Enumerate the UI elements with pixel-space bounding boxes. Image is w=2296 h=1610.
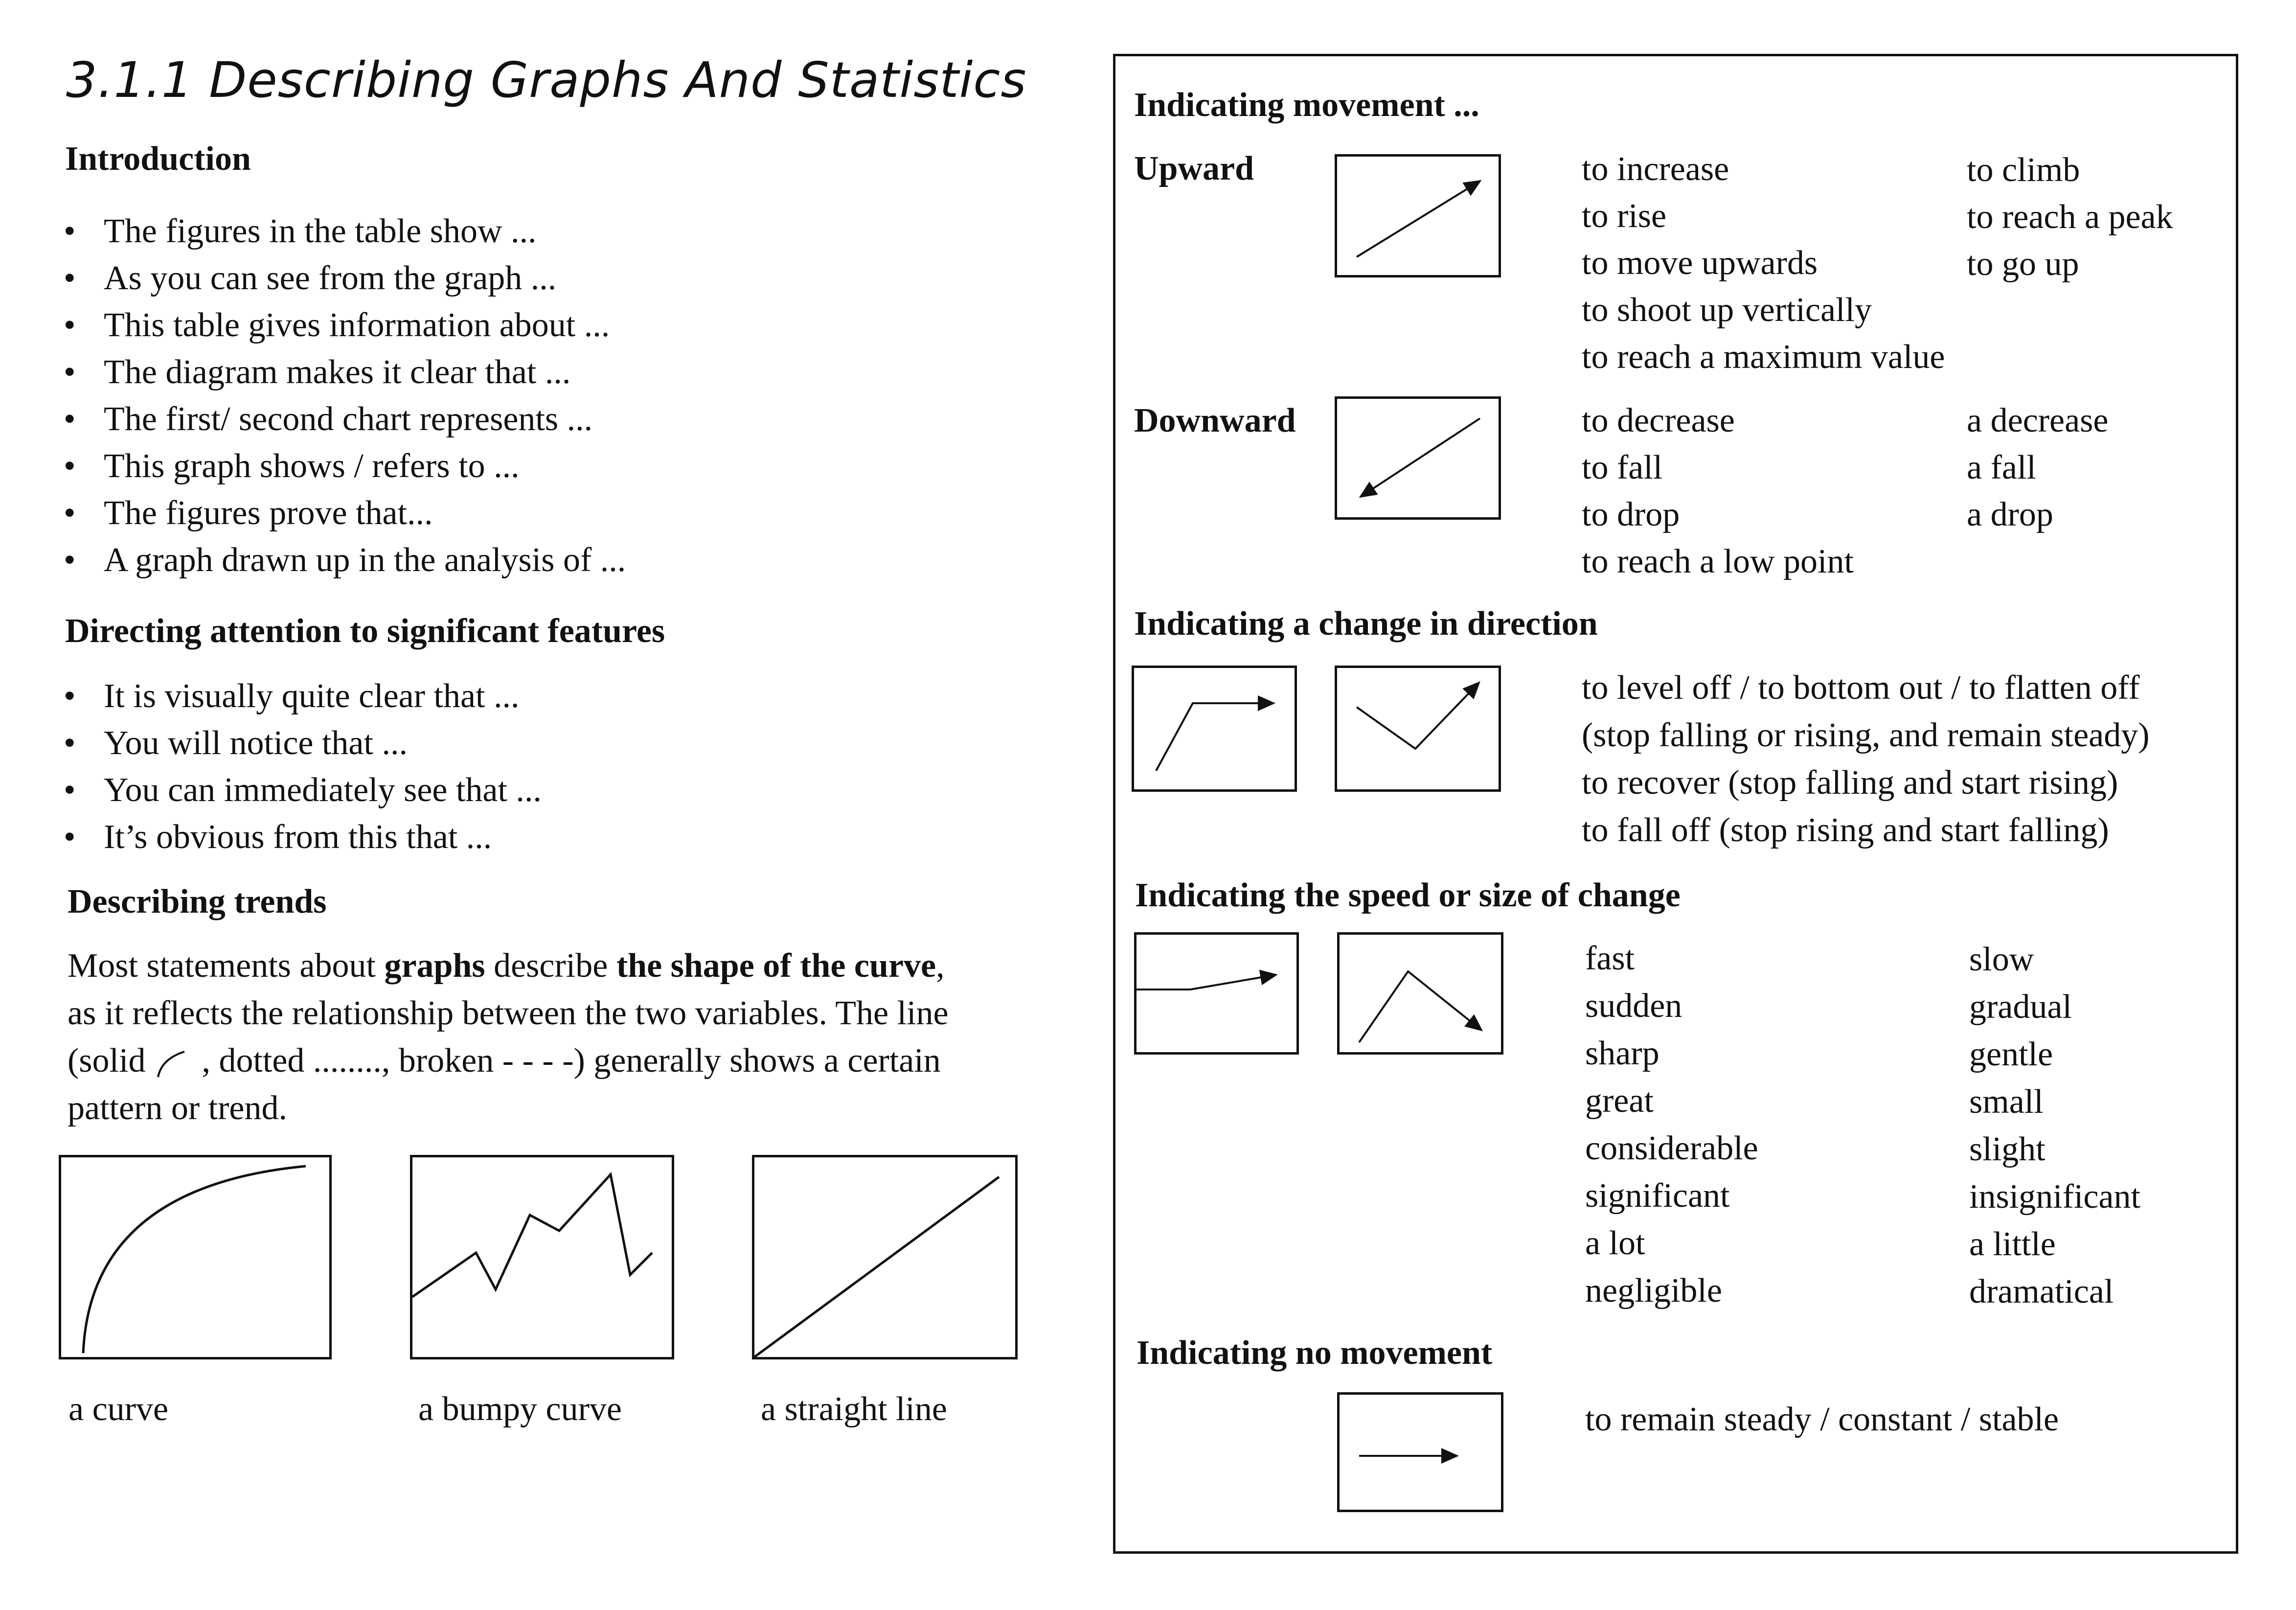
list-item: a decrease (1967, 402, 2109, 439)
list-item: dramatical (1969, 1273, 2114, 1311)
list-item: negligible (1585, 1272, 1722, 1310)
list-item: to decrease (1582, 402, 1735, 439)
list-item: a little (1969, 1225, 2056, 1263)
list-item: • This table gives information about ... (64, 302, 626, 349)
list-item: • You can immediately see that ... (64, 767, 542, 814)
introduction-list (64, 208, 626, 584)
list-item: fast (1585, 940, 1635, 977)
downward-label: Downward (1134, 402, 1296, 439)
list-item: to recover (stop falling and start rising) (1582, 764, 2118, 802)
list-item: • You will notice that ... (64, 720, 542, 767)
list-item: insignificant (1969, 1178, 2140, 1216)
list-item: • The figures prove that... (64, 490, 626, 537)
curve-graph (59, 1155, 332, 1359)
caption-curve: a curve (68, 1390, 169, 1428)
list-item: (stop falling or rising, and remain steady) (1582, 716, 2150, 754)
list-item: to reach a peak (1967, 198, 2173, 236)
list-item: • This graph shows / refers to ... (64, 443, 626, 490)
list-item: to drop (1582, 496, 1680, 533)
trends-line-3: (solid , dotted ........, broken - - - -) generally shows a certain (68, 1037, 949, 1084)
list-item: • As you can see from the graph ... (64, 255, 626, 302)
recover-box (1335, 666, 1501, 792)
list-item: great (1585, 1082, 1654, 1120)
speed-adjectives-left (1585, 935, 1758, 1314)
list-item: to go up (1967, 245, 2079, 283)
list-item: to shoot up vertically (1582, 291, 1872, 329)
list-item: slow (1969, 941, 2034, 978)
level-off-icon (1134, 668, 1295, 789)
downward-nouns (1967, 397, 2108, 538)
list-item: to rise (1582, 197, 1667, 235)
no-movement-text: to remain steady / constant / stable (1585, 1401, 2059, 1438)
speed-heading: Indicating the speed or size of change (1135, 876, 1681, 914)
slow-rise-icon (1137, 935, 1296, 1052)
list-item: • It’s obvious from this that ... (64, 814, 542, 861)
steady-arrow-icon (1340, 1395, 1501, 1510)
recover-icon (1337, 668, 1499, 789)
direction-phrases (1582, 664, 2150, 854)
no-movement-heading: Indicating no movement (1137, 1334, 1493, 1372)
list-item: • A graph drawn up in the analysis of ... (64, 537, 626, 584)
caption-straight-line: a straight line (761, 1390, 948, 1428)
list-item: • It is visually quite clear that ... (64, 673, 542, 720)
downward-arrow-box (1335, 396, 1501, 520)
list-item: gradual (1969, 988, 2072, 1026)
list-item: sudden (1585, 987, 1682, 1025)
upward-arrow-icon (1337, 157, 1499, 275)
list-item: • The diagram makes it clear that ... (64, 349, 626, 396)
slow-change-box (1134, 932, 1299, 1055)
list-item: a lot (1585, 1224, 1645, 1262)
list-item: • The first/ second chart represents ... (64, 396, 626, 443)
list-item: a drop (1967, 496, 2053, 533)
downward-arrow-icon (1337, 399, 1499, 517)
directing-list (64, 673, 542, 861)
list-item: small (1969, 1083, 2044, 1121)
list-item: significant (1585, 1177, 1730, 1215)
list-item: slight (1969, 1130, 2046, 1168)
movement-heading: Indicating movement ... (1134, 86, 1479, 124)
speed-adjectives-right (1969, 936, 2140, 1315)
list-item: to reach a maximum value (1582, 338, 1945, 376)
page-title: 3.1.1 Describing Graphs And Statistics (66, 51, 1027, 109)
list-item: to climb (1967, 151, 2080, 189)
list-item: to move upwards (1582, 244, 1818, 282)
trends-paragraph (68, 942, 949, 1132)
level-off-box (1132, 666, 1297, 792)
straight-line-graph (752, 1155, 1018, 1359)
direction-heading: Indicating a change in direction (1134, 605, 1598, 643)
list-item: • The figures in the table show ... (64, 208, 626, 255)
upward-arrow-box (1335, 154, 1501, 277)
introduction-heading: Introduction (65, 140, 251, 178)
upward-label: Upward (1134, 150, 1254, 187)
list-item: considerable (1585, 1129, 1758, 1167)
list-item: a fall (1967, 449, 2036, 486)
solid-curve-icon (154, 1047, 193, 1081)
no-movement-box (1337, 1392, 1503, 1512)
list-item: to increase (1582, 150, 1729, 188)
list-item: to fall (1582, 449, 1663, 486)
downward-verbs (1582, 397, 1854, 585)
list-item: gentle (1969, 1035, 2053, 1073)
caption-bumpy-curve: a bumpy curve (418, 1390, 622, 1428)
list-item: sharp (1585, 1035, 1659, 1072)
list-item: to level off / to bottom out / to flatten off (1582, 669, 2140, 707)
upward-verbs (1582, 146, 1945, 381)
trends-line-4: pattern or trend. (68, 1089, 287, 1127)
list-item: to fall off (stop rising and start falling) (1582, 811, 2109, 849)
peak-drop-icon (1340, 935, 1501, 1052)
fast-change-box (1337, 932, 1503, 1055)
directing-heading: Directing attention to significant features (65, 612, 665, 650)
trends-heading: Describing trends (68, 883, 327, 920)
trends-line-1: Most statements about graphs describe the shape of the curve, (68, 947, 945, 985)
upward-verbs-alt (1967, 147, 2173, 288)
list-item: to reach a low point (1582, 543, 1854, 580)
bumpy-curve-graph (410, 1155, 674, 1359)
trends-line-2: as it reflects the relationship between the two variables. The line (68, 994, 949, 1032)
